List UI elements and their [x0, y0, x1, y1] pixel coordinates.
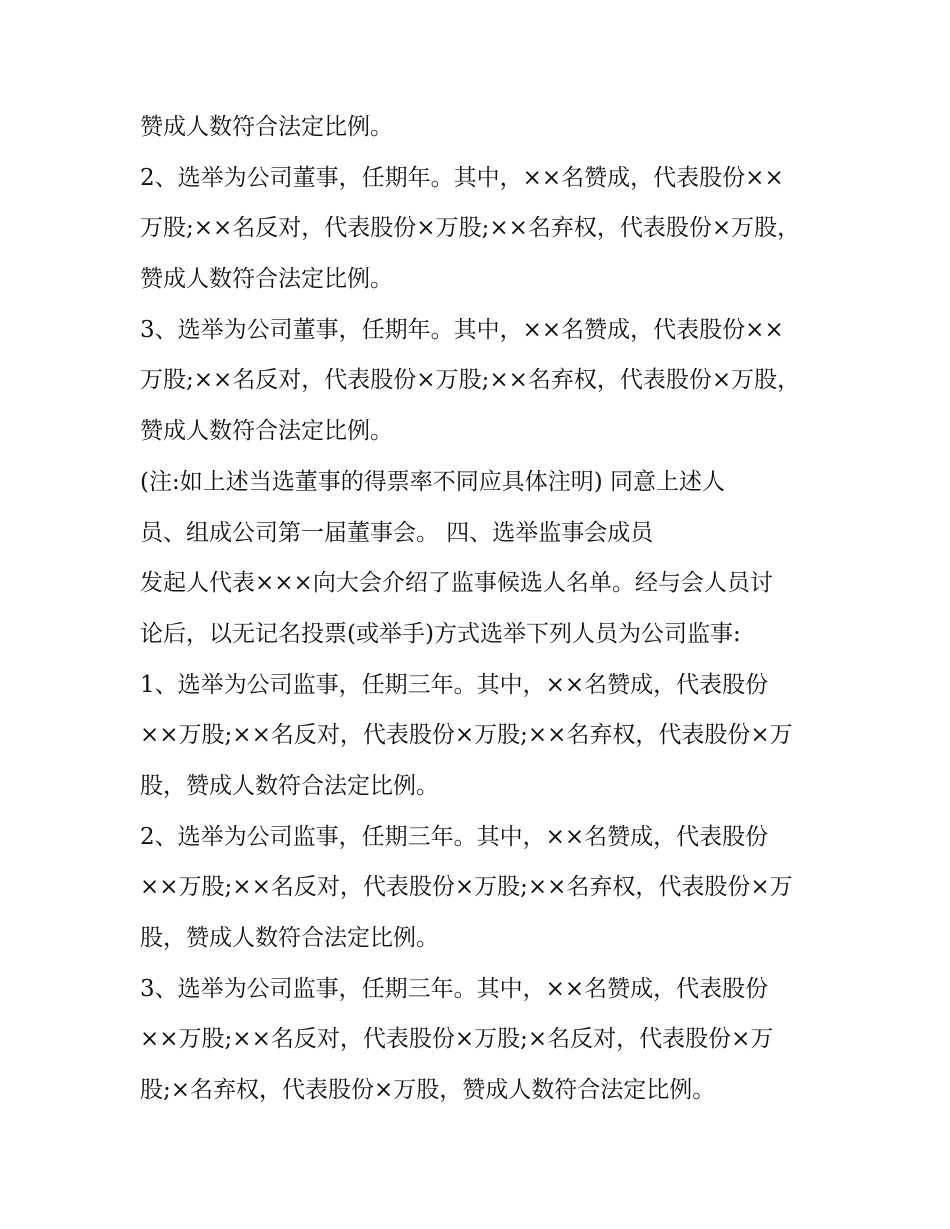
text-line: 员、组成公司第一届董事会。 四、选举监事会成员 [140, 519, 654, 546]
text-line: 1、选举为公司监事，任期三年。其中，××名赞成，代表股份 [140, 671, 769, 698]
text-line: 赞成人数符合法定比例。 [140, 114, 393, 140]
text-line: 赞成人数符合法定比例。 [140, 266, 393, 293]
text-line: 论后，以无记名投票(或举手)方式选举下列人员为公司监事: [140, 620, 741, 647]
text-line: 赞成人数符合法定比例。 [140, 418, 393, 445]
text-line: ××万股;××名反对，代表股份×万股;×名反对，代表股份×万 [140, 1026, 774, 1053]
text-line: 股;×名弃权，代表股份×万股，赞成人数符合法定比例。 [140, 1077, 716, 1104]
text-line: 万股;××名反对，代表股份×万股;××名弃权，代表股份×万股， [140, 367, 801, 394]
text-line: 2、选举为公司监事，任期三年。其中，××名赞成，代表股份 [140, 823, 769, 850]
text-line: 2、选举为公司董事，任期年。其中，××名赞成，代表股份×× [140, 164, 784, 191]
text-line: ××万股;××名反对，代表股份×万股;××名弃权，代表股份×万 [140, 722, 793, 749]
text-line: 股，赞成人数符合法定比例。 [140, 925, 439, 951]
text-line: 万股;××名反对，代表股份×万股;××名弃权，代表股份×万股， [140, 215, 801, 242]
text-line: (注:如上述当选董事的得票率不同应具体注明) 同意上述人 [140, 468, 726, 495]
text-line: ××万股;××名反对，代表股份×万股;××名弃权，代表股份×万 [140, 874, 793, 901]
text-line: 股，赞成人数符合法定比例。 [140, 772, 439, 799]
document-body [140, 102, 820, 1116]
text-line: 发起人代表×××向大会介绍了监事候选人名单。经与会人员讨 [140, 570, 773, 597]
text-line: 3、选举为公司监事，任期三年。其中，××名赞成，代表股份 [140, 975, 769, 1002]
text-line: 3、选举为公司董事，任期年。其中，××名赞成，代表股份×× [140, 316, 784, 343]
